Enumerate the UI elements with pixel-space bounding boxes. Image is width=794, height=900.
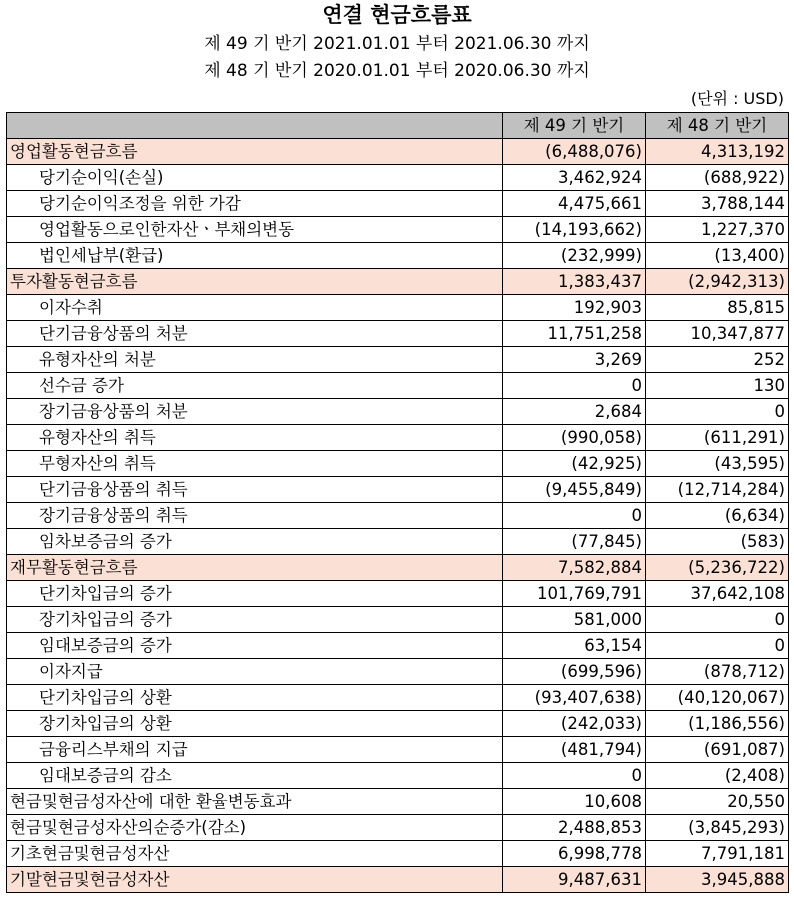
prior-half-value: 37,642,108 — [646, 581, 789, 607]
prior-half-value: (2,942,313) — [646, 269, 789, 295]
account-name: 영업활동으로인한자산ㆍ부채의변동 — [7, 217, 503, 243]
table-row — [7, 789, 789, 815]
prior-half-value: 20,550 — [646, 789, 789, 815]
prior-half-value: 7,791,181 — [646, 841, 789, 867]
current-half-value: 7,582,884 — [503, 555, 646, 581]
header-current-half: 제 49 기 반기 — [503, 113, 646, 139]
prior-half-value: (12,714,284) — [646, 477, 789, 503]
prior-half-value: (6,634) — [646, 503, 789, 529]
table-row — [7, 243, 789, 269]
current-half-value: (990,058) — [503, 425, 646, 451]
prior-half-value: 252 — [646, 347, 789, 373]
current-period: 제 49 기 반기 2021.01.01 부터 2021.06.30 까지 — [204, 34, 590, 54]
prior-half-value: (611,291) — [646, 425, 789, 451]
current-half-value: 192,903 — [503, 295, 646, 321]
current-half-value: 2,488,853 — [503, 815, 646, 841]
current-half-value: (481,794) — [503, 737, 646, 763]
account-name: 이자지급 — [7, 659, 503, 685]
account-name: 임대보증금의 감소 — [7, 763, 503, 789]
account-name: 무형자산의 취득 — [7, 451, 503, 477]
table-row — [7, 685, 789, 711]
current-half-value: 1,383,437 — [503, 269, 646, 295]
prior-half-value: (3,845,293) — [646, 815, 789, 841]
currency-unit: (단위 : USD) — [690, 89, 784, 108]
statement-title: 연결 현금흐름표 — [322, 2, 472, 27]
prior-half-value: 10,347,877 — [646, 321, 789, 347]
table-row — [7, 191, 789, 217]
table-row — [7, 269, 789, 295]
prior-half-value: (688,922) — [646, 165, 789, 191]
account-name: 영업활동현금흐름 — [7, 139, 503, 165]
account-name: 장기차입금의 증가 — [7, 607, 503, 633]
table-body — [7, 139, 789, 893]
prior-half-value: 4,313,192 — [646, 139, 789, 165]
current-half-value: 63,154 — [503, 633, 646, 659]
account-name: 기말현금및현금성자산 — [7, 867, 503, 893]
table-row — [7, 321, 789, 347]
prior-half-value: 85,815 — [646, 295, 789, 321]
table-row — [7, 763, 789, 789]
table-row — [7, 165, 789, 191]
account-name: 현금및현금성자산의순증가(감소) — [7, 815, 503, 841]
current-half-value: (6,488,076) — [503, 139, 646, 165]
current-half-value: (93,407,638) — [503, 685, 646, 711]
account-name: 단기금융상품의 취득 — [7, 477, 503, 503]
table-row — [7, 529, 789, 555]
prior-half-value: (13,400) — [646, 243, 789, 269]
current-half-value: 10,608 — [503, 789, 646, 815]
table-row — [7, 737, 789, 763]
current-half-value: (232,999) — [503, 243, 646, 269]
table-row — [7, 841, 789, 867]
prior-period: 제 48 기 반기 2020.01.01 부터 2020.06.30 까지 — [204, 61, 590, 81]
header-account — [7, 113, 503, 139]
prior-half-value: 0 — [646, 607, 789, 633]
table-row — [7, 347, 789, 373]
table-row — [7, 399, 789, 425]
prior-half-value: 3,788,144 — [646, 191, 789, 217]
prior-half-value: (691,087) — [646, 737, 789, 763]
table-row — [7, 477, 789, 503]
account-name: 현금및현금성자산에 대한 환율변동효과 — [7, 789, 503, 815]
current-half-value: 2,684 — [503, 399, 646, 425]
account-name: 선수금 증가 — [7, 373, 503, 399]
table-row — [7, 581, 789, 607]
account-name: 장기차입금의 상환 — [7, 711, 503, 737]
account-name: 유형자산의 취득 — [7, 425, 503, 451]
current-half-value: 0 — [503, 373, 646, 399]
current-half-value: 9,487,631 — [503, 867, 646, 893]
account-name: 투자활동현금흐름 — [7, 269, 503, 295]
table-row — [7, 139, 789, 165]
current-half-value: 101,769,791 — [503, 581, 646, 607]
current-half-value: 581,000 — [503, 607, 646, 633]
table-row — [7, 867, 789, 893]
account-name: 재무활동현금흐름 — [7, 555, 503, 581]
cash-flow-table — [6, 112, 789, 893]
account-name: 단기금융상품의 처분 — [7, 321, 503, 347]
prior-half-value: (43,595) — [646, 451, 789, 477]
prior-half-value: (583) — [646, 529, 789, 555]
current-half-value: 4,475,661 — [503, 191, 646, 217]
table-row — [7, 217, 789, 243]
account-name: 당기순이익조정을 위한 가감 — [7, 191, 503, 217]
account-name: 단기차입금의 상환 — [7, 685, 503, 711]
current-half-value: 3,269 — [503, 347, 646, 373]
table-row — [7, 659, 789, 685]
table-row — [7, 425, 789, 451]
current-half-value: (9,455,849) — [503, 477, 646, 503]
account-name: 장기금융상품의 취득 — [7, 503, 503, 529]
table-row — [7, 711, 789, 737]
table-row — [7, 373, 789, 399]
account-name: 임대보증금의 증가 — [7, 633, 503, 659]
account-name: 유형자산의 처분 — [7, 347, 503, 373]
table-row — [7, 555, 789, 581]
table-row — [7, 503, 789, 529]
prior-half-value: 130 — [646, 373, 789, 399]
table-row — [7, 633, 789, 659]
current-half-value: (77,845) — [503, 529, 646, 555]
current-half-value: 0 — [503, 763, 646, 789]
table-row — [7, 815, 789, 841]
current-half-value: 6,998,778 — [503, 841, 646, 867]
prior-half-value: (40,120,067) — [646, 685, 789, 711]
current-half-value: 3,462,924 — [503, 165, 646, 191]
prior-half-value: (2,408) — [646, 763, 789, 789]
prior-half-value: (5,236,722) — [646, 555, 789, 581]
account-name: 이자수취 — [7, 295, 503, 321]
current-half-value: (699,596) — [503, 659, 646, 685]
prior-half-value: (878,712) — [646, 659, 789, 685]
header-prior-half: 제 48 기 반기 — [646, 113, 789, 139]
account-name: 금융리스부채의 지급 — [7, 737, 503, 763]
current-half-value: 11,751,258 — [503, 321, 646, 347]
table-row — [7, 607, 789, 633]
prior-half-value: 0 — [646, 633, 789, 659]
table-row — [7, 451, 789, 477]
table-row — [7, 295, 789, 321]
prior-half-value: 1,227,370 — [646, 217, 789, 243]
account-name: 법인세납부(환급) — [7, 243, 503, 269]
account-name: 기초현금및현금성자산 — [7, 841, 503, 867]
table-header-row — [7, 113, 789, 139]
prior-half-value: 3,945,888 — [646, 867, 789, 893]
account-name: 장기금융상품의 처분 — [7, 399, 503, 425]
account-name: 단기차입금의 증가 — [7, 581, 503, 607]
prior-half-value: (1,186,556) — [646, 711, 789, 737]
current-half-value: (242,033) — [503, 711, 646, 737]
prior-half-value: 0 — [646, 399, 789, 425]
current-half-value: (42,925) — [503, 451, 646, 477]
current-half-value: (14,193,662) — [503, 217, 646, 243]
account-name: 당기순이익(손실) — [7, 165, 503, 191]
account-name: 임차보증금의 증가 — [7, 529, 503, 555]
current-half-value: 0 — [503, 503, 646, 529]
